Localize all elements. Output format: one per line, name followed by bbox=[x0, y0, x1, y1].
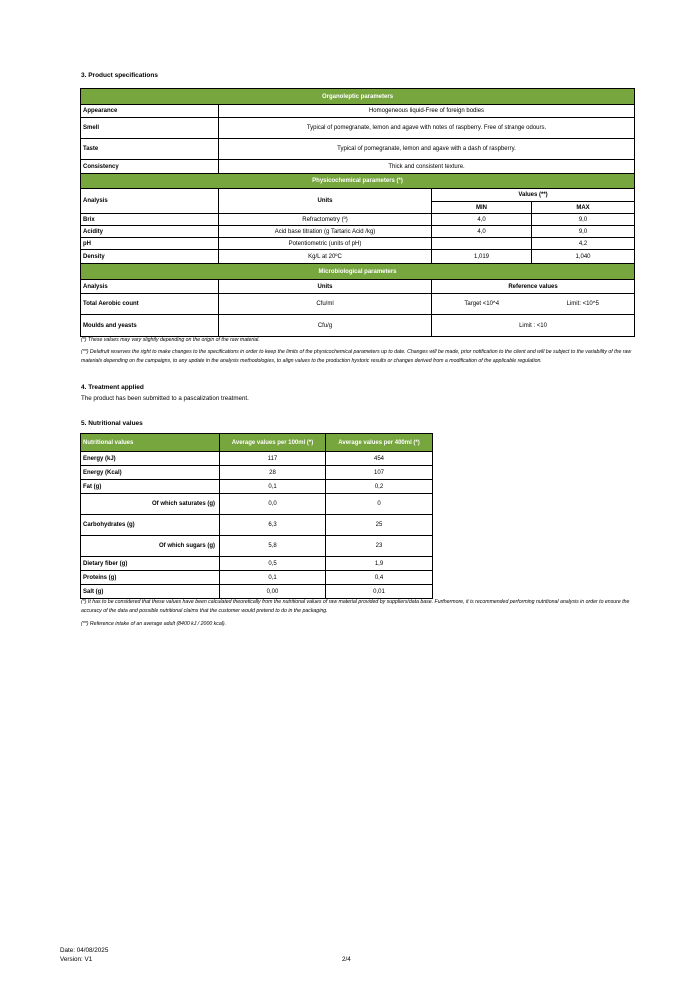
density-max: 1,040 bbox=[532, 250, 635, 264]
proteins-100: 0,1 bbox=[220, 571, 326, 585]
spec-note-2: (**) Delafruit reserves the right to make changes to the specifications in order to keep the limits of the physicochemical parameters up to date. Changes will be made, prior notification to the client and will be subject to the variability of the raw materials depending on the campaigns, to any update in the analysis methodologies, to align values to the production hystoric results or changes derived from a modification of the applicable regulation. bbox=[81, 349, 632, 364]
values-header: Values (**) bbox=[432, 189, 635, 202]
moulds-yeasts-label: Moulds and yeasts bbox=[81, 315, 219, 337]
aerobic-count-units: Cfu/ml bbox=[219, 294, 432, 315]
acidity-max: 9,0 bbox=[532, 226, 635, 238]
min-header: MIN bbox=[432, 202, 532, 214]
ph-min bbox=[432, 238, 532, 250]
consistency-label: Consistency bbox=[81, 160, 219, 174]
section-4-title: 4. Treatment applied bbox=[81, 384, 144, 391]
moulds-yeasts-limit: Limit : <10 bbox=[432, 315, 635, 337]
section-3-title: 3. Product specifications bbox=[81, 72, 158, 79]
density-units: Kg/L at 20ºC bbox=[219, 250, 432, 264]
carbohydrates-100: 6,3 bbox=[220, 515, 326, 536]
aerobic-count-limit: Limit: <10^5 bbox=[532, 294, 635, 315]
appearance-value: Homogeneous liquid-Free of foreign bodies bbox=[219, 105, 635, 118]
ph-label: pH bbox=[81, 238, 219, 250]
fat-label: Fat (g) bbox=[81, 480, 220, 494]
proteins-400: 0,4 bbox=[326, 571, 433, 585]
fiber-400: 1,9 bbox=[326, 557, 433, 571]
fat-400: 0,2 bbox=[326, 480, 433, 494]
sugars-100: 5,8 bbox=[220, 536, 326, 557]
aerobic-count-target: Target <10^4 bbox=[432, 294, 532, 315]
salt-label: Salt (g) bbox=[81, 585, 220, 599]
smell-label: Smell bbox=[81, 118, 219, 139]
proteins-label: Proteins (g) bbox=[81, 571, 220, 585]
taste-label: Taste bbox=[81, 139, 219, 160]
smell-value: Typical of pomegranate, lemon and agave with notes of raspberry. Free of strange odours. bbox=[219, 118, 635, 139]
sugars-label: Of which sugars (g) bbox=[81, 536, 220, 557]
nutrition-name-header: Nutritional values bbox=[81, 434, 220, 452]
carbohydrates-400: 25 bbox=[326, 515, 433, 536]
ph-units: Potentiometric (units of pH) bbox=[219, 238, 432, 250]
spec-note-1: (*) These values may vary slightly depending on the origin of the raw material. bbox=[81, 337, 260, 343]
organoleptic-header: Organoleptic parameters bbox=[81, 89, 635, 105]
acidity-min: 4,0 bbox=[432, 226, 532, 238]
nutrition-table bbox=[80, 433, 433, 599]
energy-kcal-label: Energy (Kcal) bbox=[81, 466, 220, 480]
energy-kcal-100: 28 bbox=[220, 466, 326, 480]
salt-100: 0,00 bbox=[220, 585, 326, 599]
brix-units: Refractometry (º) bbox=[219, 214, 432, 226]
reference-values-header: Reference values bbox=[432, 280, 635, 294]
fiber-label: Dietary fiber (g) bbox=[81, 557, 220, 571]
microbiological-header: Microbiological parameters bbox=[81, 264, 635, 280]
moulds-yeasts-units: Cfu/g bbox=[219, 315, 432, 337]
density-label: Density bbox=[81, 250, 219, 264]
aerobic-count-label: Total Aerobic count bbox=[81, 294, 219, 315]
brix-max: 9,0 bbox=[532, 214, 635, 226]
taste-value: Typical of pomegranate, lemon and agave with a dash of raspberry. bbox=[219, 139, 635, 160]
footer-version: Version: V1 bbox=[60, 956, 93, 963]
ph-max: 4,2 bbox=[532, 238, 635, 250]
energy-kcal-400: 107 bbox=[326, 466, 433, 480]
acidity-label: Acidity bbox=[81, 226, 219, 238]
sugars-400: 23 bbox=[326, 536, 433, 557]
appearance-label: Appearance bbox=[81, 105, 219, 118]
section-5-title: 5. Nutritional values bbox=[81, 420, 143, 427]
nutrition-note-1: (*) It has to be considered that these values have been calculated theoretically from the nutritional values of raw material provided by suppliers/data base. Furthermore, it is recommended performing nutritional analysis in order to ensure the accuracy of the data and possible nutritional claims that the customer would pretend to do in the packaging. bbox=[81, 599, 630, 614]
nutrition-100ml-header: Average values per 100ml (*) bbox=[220, 434, 326, 452]
saturates-100: 0,0 bbox=[220, 494, 326, 515]
micro-units-header: Units bbox=[219, 280, 432, 294]
physicochemical-header: Physicochemical parameters (*) bbox=[81, 174, 635, 189]
nutrition-note-2: (**) Reference intake of an average adult (8400 kJ / 2000 kcal). bbox=[81, 621, 227, 627]
section-4-text: The product has been submitted to a pascalization treatment. bbox=[81, 395, 249, 402]
energy-kj-400: 454 bbox=[326, 452, 433, 466]
saturates-400: 0 bbox=[326, 494, 433, 515]
brix-label: Brix bbox=[81, 214, 219, 226]
energy-kj-label: Energy (kJ) bbox=[81, 452, 220, 466]
max-header: MAX bbox=[532, 202, 635, 214]
specifications-table bbox=[80, 88, 635, 337]
fiber-100: 0,5 bbox=[220, 557, 326, 571]
salt-400: 0,01 bbox=[326, 585, 433, 599]
brix-min: 4,0 bbox=[432, 214, 532, 226]
physico-analysis-header: Analysis bbox=[81, 189, 219, 214]
page-number: 2/4 bbox=[342, 956, 351, 963]
acidity-units: Acid base titration (g Tartaric Acid /kg) bbox=[219, 226, 432, 238]
micro-analysis-header: Analysis bbox=[81, 280, 219, 294]
footer-date: Date: 04/08/2025 bbox=[60, 947, 109, 954]
physico-units-header: Units bbox=[219, 189, 432, 214]
energy-kj-100: 117 bbox=[220, 452, 326, 466]
nutrition-400ml-header: Average values per 400ml (*) bbox=[326, 434, 433, 452]
density-min: 1,019 bbox=[432, 250, 532, 264]
consistency-value: Thick and consistent texture. bbox=[219, 160, 635, 174]
fat-100: 0,1 bbox=[220, 480, 326, 494]
saturates-label: Of which saturates (g) bbox=[81, 494, 220, 515]
carbohydrates-label: Carbohydrates (g) bbox=[81, 515, 220, 536]
